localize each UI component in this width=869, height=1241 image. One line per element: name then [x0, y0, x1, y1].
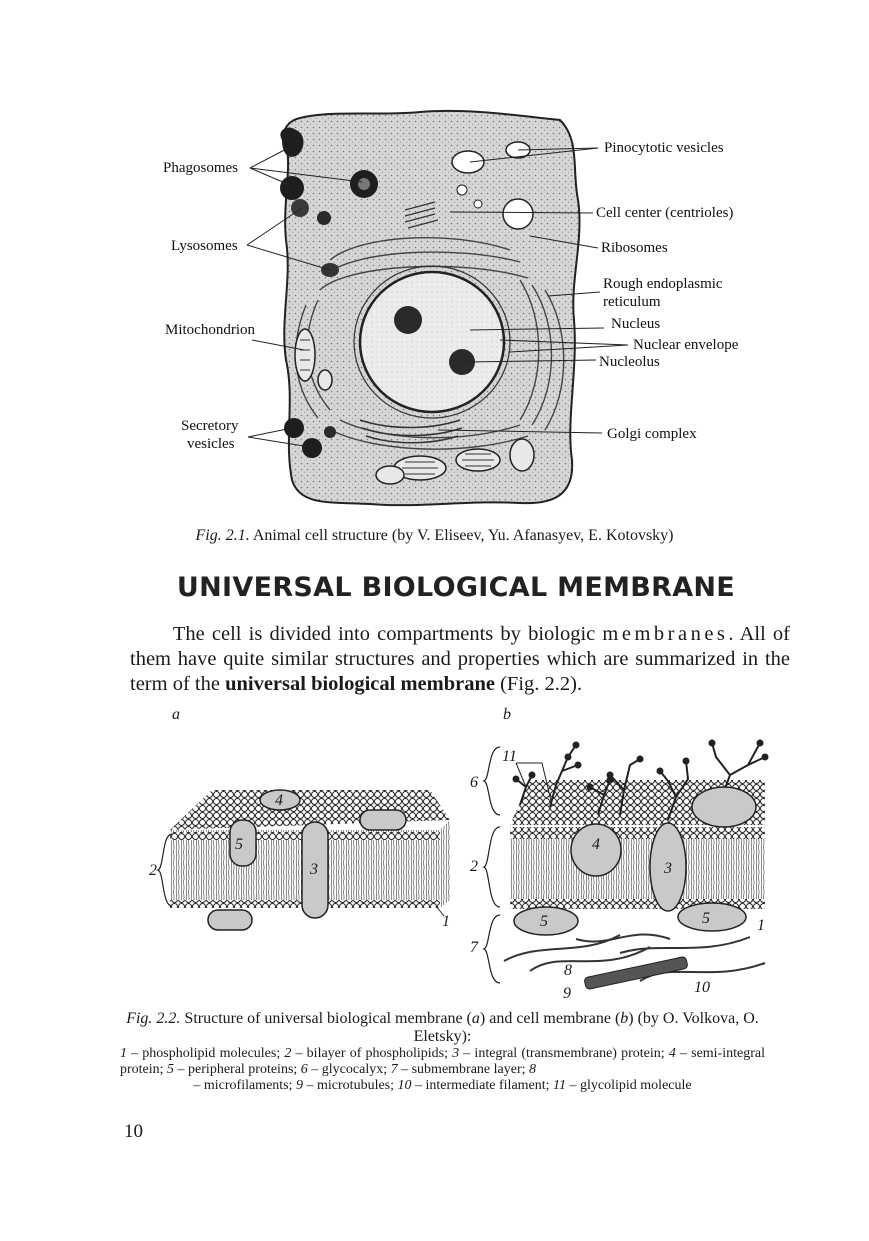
legend-num: 11 — [553, 1078, 567, 1093]
caption2-a: a — [471, 1010, 480, 1027]
label-ribosomes: Ribosomes — [601, 240, 668, 256]
legend-num: 5 — [167, 1062, 175, 1077]
label-pinocytotic-vesicles: Pinocytotic vesicles — [604, 140, 724, 156]
caption2-p2: ) and cell membrane ( — [479, 1010, 621, 1027]
legend-num: 4 — [668, 1046, 676, 1061]
legend-text: – peripheral proteins; — [174, 1062, 301, 1077]
animal-cell-illustration — [0, 100, 869, 520]
label-cell-center: Cell center (centrioles) — [596, 205, 734, 221]
legend-num: 2 — [284, 1046, 292, 1061]
page-number: 10 — [124, 1121, 143, 1142]
legend-text: – intermediate filament; — [411, 1078, 554, 1093]
b-num-11: 11 — [502, 748, 517, 765]
b-num-10: 10 — [694, 979, 710, 996]
label-lysosomes: Lysosomes — [171, 238, 238, 254]
para-bold-term: universal biological membrane — [225, 673, 495, 695]
a-num-1: 1 — [442, 913, 450, 930]
legend-text: – microtubules; — [303, 1078, 398, 1093]
a-num-3: 3 — [310, 861, 318, 878]
b-num-5-right: 5 — [702, 910, 710, 927]
para-part3: (Fig. 2.2). — [494, 673, 583, 695]
label-phagosomes: Phagosomes — [163, 160, 238, 176]
b-num-8: 8 — [564, 962, 572, 979]
label-nucleus: Nucleus — [611, 316, 661, 332]
legend-last-line — [120, 1078, 765, 1094]
legend-num: 10 — [397, 1078, 412, 1093]
legend-num: 7 — [390, 1062, 398, 1077]
b-num-6: 6 — [470, 774, 478, 791]
legend-text: – phospholipid molecules; — [127, 1046, 285, 1061]
a-num-2: 2 — [149, 862, 157, 879]
label-vesicles: vesicles — [187, 436, 235, 452]
figure-2-2-legend — [120, 1046, 765, 1094]
label-rough-er-line1: Rough endoplasmic — [603, 276, 723, 292]
legend-text: – glycolipid molecule — [566, 1078, 692, 1093]
b-num-5-left: 5 — [540, 913, 548, 930]
para-part2: . All of them have quite similar structures and properties which are summarized in the term of the — [130, 623, 790, 695]
label-secretory: Secretory — [181, 418, 239, 434]
nucleolus-shape — [394, 306, 422, 334]
legend-num: 9 — [296, 1078, 304, 1093]
figure-2-2-caption — [120, 1010, 765, 1046]
caption-text: Animal cell structure (by V. Eliseev, Yu. Afanasyev, E. Kotovsky) — [249, 527, 674, 544]
legend-num: 1 — [120, 1046, 127, 1061]
label-nucleolus: Nucleolus — [599, 354, 660, 370]
panel-a-label: a — [172, 706, 180, 723]
caption2-b: b — [620, 1010, 629, 1027]
label-rough-er-line2: reticulum — [603, 294, 661, 310]
legend-text: – glycocalyx; — [307, 1062, 391, 1077]
b-num-4: 4 — [592, 836, 600, 853]
legend-text: – integral (transmembrane) protein; — [459, 1046, 669, 1061]
caption-label: Fig. 2.1. — [195, 527, 250, 544]
b-num-2: 2 — [470, 858, 478, 875]
membrane-diagram-b — [480, 735, 770, 995]
label-golgi-complex: Golgi complex — [607, 426, 697, 442]
caption2-label: Fig. 2.2. — [126, 1010, 181, 1027]
section-heading: UNIVERSAL BIOLOGICAL MEMBRANE — [176, 572, 736, 603]
b-num-1: 1 — [757, 917, 765, 934]
legend-text: – bilayer of phospholipids; — [291, 1046, 453, 1061]
para-spaced-word: membranes — [602, 623, 729, 645]
figure-2-1-caption — [0, 527, 869, 545]
membrane-diagram-a — [150, 770, 460, 940]
legend-text: – submembrane layer; — [397, 1062, 530, 1077]
legend-num: 8 — [529, 1062, 537, 1077]
b-num-7: 7 — [470, 939, 478, 956]
label-mitochondrion: Mitochondrion — [165, 322, 255, 338]
caption2-p1: Structure of universal biological membrane ( — [180, 1010, 472, 1027]
nucleus-shape — [360, 272, 504, 412]
panel-b-label: b — [503, 706, 511, 723]
a-num-5: 5 — [235, 836, 243, 853]
legend-num: 3 — [452, 1046, 460, 1061]
caption2-p3: ) (by O. Volkova, O. Eletsky): — [413, 1010, 759, 1045]
body-paragraph — [130, 622, 790, 697]
legend-text: – semi-integral protein; — [120, 1046, 765, 1077]
legend-text: – microfilaments; — [193, 1078, 297, 1093]
b-num-3: 3 — [664, 860, 672, 877]
b-num-9: 9 — [563, 985, 571, 1002]
a-num-4: 4 — [275, 792, 283, 809]
legend-num: 6 — [300, 1062, 308, 1077]
para-part1: The cell is divided into compartments by biologic — [172, 623, 603, 645]
label-nuclear-envelope: Nuclear envelope — [633, 337, 739, 353]
